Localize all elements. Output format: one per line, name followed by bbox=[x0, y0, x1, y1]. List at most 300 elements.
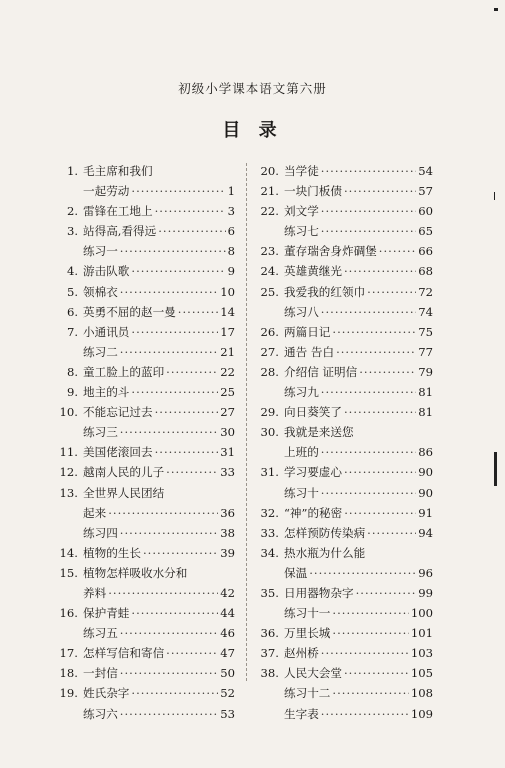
toc-entry bbox=[57, 302, 235, 322]
entry-line bbox=[284, 402, 433, 422]
entry-title: 通告 告白 bbox=[284, 344, 335, 359]
entry-line bbox=[83, 483, 235, 503]
entry-line bbox=[284, 683, 433, 703]
toc-entry bbox=[258, 483, 433, 503]
entry-title: 上班的 bbox=[284, 445, 319, 460]
entry-page-number: 53 bbox=[220, 706, 235, 721]
toc-entry bbox=[57, 422, 235, 442]
dot-leader bbox=[309, 563, 416, 583]
entry-title: 植物的生长 bbox=[83, 545, 141, 560]
dot-leader bbox=[143, 543, 218, 563]
entry-page-number: 30 bbox=[220, 425, 235, 440]
entry-line bbox=[83, 683, 235, 703]
entry-number: 36. bbox=[260, 626, 279, 641]
entry-line bbox=[284, 302, 433, 322]
entry-title: 英勇不屈的赵一曼 bbox=[83, 304, 176, 319]
entry-number: 18. bbox=[59, 666, 78, 681]
entry-line bbox=[83, 643, 235, 663]
toc-entry bbox=[258, 241, 433, 261]
toc-entry bbox=[57, 523, 235, 543]
dot-leader bbox=[321, 704, 409, 724]
entry-title: 练习七 bbox=[284, 224, 319, 239]
entry-number: 5. bbox=[66, 284, 78, 299]
entry-number: 28. bbox=[260, 364, 279, 379]
entry-number: 16. bbox=[59, 606, 78, 621]
toc-entry bbox=[258, 583, 433, 603]
dot-leader bbox=[344, 402, 416, 422]
entry-number: 37. bbox=[260, 646, 279, 661]
entry-line bbox=[83, 462, 235, 482]
entry-title: 全世界人民团结 bbox=[83, 485, 165, 500]
toc-entry bbox=[57, 462, 235, 482]
entry-line bbox=[83, 342, 235, 362]
dot-leader bbox=[120, 523, 218, 543]
entry-title: 练习三 bbox=[83, 425, 118, 440]
entry-line bbox=[83, 543, 235, 563]
entry-page-number: 86 bbox=[418, 445, 433, 460]
entry-line bbox=[83, 261, 235, 281]
entry-number: 1. bbox=[66, 164, 78, 178]
dot-leader bbox=[321, 382, 416, 402]
entry-page-number: 103 bbox=[410, 646, 433, 661]
entry-title: 练习九 bbox=[284, 385, 319, 400]
entry-number: 8. bbox=[66, 364, 78, 379]
entry-title: 人民大会堂 bbox=[284, 666, 342, 681]
toc-entry bbox=[57, 663, 235, 683]
entry-line bbox=[83, 362, 235, 382]
entry-line bbox=[83, 704, 235, 724]
entry-page-number: 1 bbox=[227, 184, 235, 199]
entry-page-number: 94 bbox=[418, 525, 433, 540]
dot-leader bbox=[344, 663, 409, 683]
entry-page-number: 74 bbox=[418, 304, 433, 319]
entry-line bbox=[284, 603, 433, 623]
entry-line bbox=[284, 201, 433, 221]
entry-page-number: 39 bbox=[220, 545, 235, 560]
dot-leader bbox=[332, 322, 416, 342]
entry-page-number: 90 bbox=[418, 465, 433, 480]
dot-leader bbox=[321, 161, 416, 181]
dot-leader bbox=[155, 201, 226, 221]
entry-line bbox=[83, 282, 235, 302]
entry-page-number: 42 bbox=[220, 585, 235, 600]
entry-title: 练习十一 bbox=[284, 606, 331, 621]
entry-title: 学习要虚心 bbox=[284, 465, 342, 480]
toc-entry bbox=[258, 261, 433, 281]
entry-title: 练习五 bbox=[83, 626, 118, 641]
entry-number: 25. bbox=[260, 284, 279, 299]
dot-leader bbox=[131, 603, 218, 623]
entry-line bbox=[284, 422, 433, 442]
entry-line bbox=[83, 241, 235, 261]
entry-number: 13. bbox=[59, 485, 78, 500]
entry-page-number: 65 bbox=[418, 224, 433, 239]
toc-entry bbox=[258, 181, 433, 201]
entry-title: 姓氏杂字 bbox=[83, 686, 130, 701]
dot-leader bbox=[120, 422, 218, 442]
entry-title: 热水瓶为什么能 bbox=[284, 545, 366, 560]
entry-page-number: 36 bbox=[220, 505, 235, 520]
entry-title: 介绍信 证明信 bbox=[284, 364, 358, 379]
dot-leader bbox=[344, 462, 416, 482]
entry-line bbox=[83, 603, 235, 623]
entry-page-number: 81 bbox=[418, 405, 433, 420]
toc-entry bbox=[57, 181, 235, 201]
toc-entry bbox=[258, 422, 433, 442]
entry-page-number: 72 bbox=[418, 284, 433, 299]
dot-leader bbox=[344, 503, 416, 523]
entry-line bbox=[83, 201, 235, 221]
entry-page-number: 25 bbox=[220, 385, 235, 400]
entry-page-number: 90 bbox=[418, 485, 433, 500]
dot-leader bbox=[321, 221, 416, 241]
entry-title: 董存瑞舍身炸碉堡 bbox=[284, 244, 377, 259]
toc-entry bbox=[258, 563, 433, 583]
entry-title: 保温 bbox=[284, 565, 308, 580]
column-divider bbox=[246, 163, 248, 681]
entry-number: 38. bbox=[260, 666, 279, 681]
entry-line bbox=[83, 422, 235, 442]
entry-title: 小通讯员 bbox=[83, 324, 130, 339]
entry-title: 地主的斗 bbox=[83, 385, 130, 400]
dot-leader bbox=[131, 683, 218, 703]
entry-number: 14. bbox=[59, 545, 78, 560]
entry-title: 练习一 bbox=[83, 244, 118, 259]
book-title: 初级小学课本语文第六册 bbox=[178, 81, 327, 96]
entry-line bbox=[284, 643, 433, 663]
entry-line bbox=[284, 342, 433, 362]
entry-number: 4. bbox=[66, 264, 78, 279]
entry-page-number: 99 bbox=[418, 585, 433, 600]
entry-line bbox=[284, 563, 433, 583]
entry-title: 越南人民的儿子 bbox=[83, 465, 165, 480]
toc-entry bbox=[57, 603, 235, 623]
entry-number: 22. bbox=[260, 204, 279, 219]
entry-line bbox=[284, 241, 433, 261]
entry-line bbox=[83, 402, 235, 422]
entry-title: 不能忘记过去 bbox=[83, 405, 153, 420]
entry-line bbox=[284, 161, 433, 181]
entry-line bbox=[83, 663, 235, 683]
entry-page-number: 8 bbox=[227, 244, 235, 259]
entry-title: 练习二 bbox=[83, 344, 118, 359]
entry-number: 6. bbox=[66, 304, 78, 319]
dot-leader bbox=[120, 282, 218, 302]
entry-page-number: 77 bbox=[418, 344, 433, 359]
entry-title: 怎样写信和寄信 bbox=[83, 646, 165, 661]
entry-line bbox=[284, 282, 433, 302]
toc-entry bbox=[258, 543, 433, 563]
entry-line bbox=[83, 382, 235, 402]
entry-title: 刘文学 bbox=[284, 204, 319, 219]
dot-leader bbox=[178, 302, 218, 322]
dot-leader bbox=[321, 302, 416, 322]
entry-title: 怎样预防传染病 bbox=[284, 525, 366, 540]
entry-title: 雷锋在工地上 bbox=[83, 204, 153, 219]
entry-page-number: 79 bbox=[418, 364, 433, 379]
dot-leader bbox=[367, 282, 416, 302]
entry-page-number: 100 bbox=[410, 606, 433, 621]
dot-leader bbox=[158, 221, 225, 241]
entry-page-number: 52 bbox=[220, 686, 235, 701]
entry-page-number: 75 bbox=[418, 324, 433, 339]
entry-title: 起来 bbox=[83, 505, 107, 520]
toc-entry bbox=[258, 503, 433, 523]
entry-number: 20. bbox=[260, 164, 279, 178]
dot-leader bbox=[166, 462, 218, 482]
toc-entry bbox=[57, 563, 235, 583]
dot-leader bbox=[131, 382, 218, 402]
entry-number: 23. bbox=[260, 244, 279, 259]
toc-entry bbox=[57, 261, 235, 281]
toc-entry bbox=[57, 282, 235, 302]
entry-line bbox=[284, 442, 433, 462]
toc-entry bbox=[258, 342, 433, 362]
dot-leader bbox=[332, 623, 408, 643]
toc-entry bbox=[258, 201, 433, 221]
entry-line bbox=[284, 362, 433, 382]
toc-entry bbox=[57, 362, 235, 382]
dot-leader bbox=[336, 342, 416, 362]
toc-entry bbox=[57, 442, 235, 462]
entry-title: 练习六 bbox=[83, 706, 118, 721]
entry-title: 一封信 bbox=[83, 666, 118, 681]
entry-page-number: 60 bbox=[418, 204, 433, 219]
toc-left-column bbox=[57, 161, 235, 724]
toc-entry bbox=[258, 221, 433, 241]
entry-line bbox=[284, 543, 433, 563]
entry-number: 7. bbox=[66, 324, 78, 339]
scan-edge-mark bbox=[494, 452, 497, 486]
entry-page-number: 66 bbox=[418, 244, 433, 259]
entry-page-number: 68 bbox=[418, 264, 433, 279]
entry-title: 毛主席和我们 bbox=[83, 164, 153, 178]
toc-entry bbox=[258, 462, 433, 482]
entry-title: 日用器物杂字 bbox=[284, 585, 354, 600]
dot-leader bbox=[120, 342, 218, 362]
toc-entry bbox=[57, 161, 235, 181]
entry-number: 27. bbox=[260, 344, 279, 359]
toc-entry bbox=[258, 322, 433, 342]
entry-line bbox=[284, 503, 433, 523]
toc-entry bbox=[258, 282, 433, 302]
entry-number: 19. bbox=[59, 686, 78, 701]
dot-leader bbox=[321, 201, 416, 221]
toc-right-column bbox=[258, 161, 433, 724]
toc-entry bbox=[258, 402, 433, 422]
toc-entry bbox=[57, 683, 235, 703]
toc-entry bbox=[258, 523, 433, 543]
entry-page-number: 21 bbox=[220, 344, 235, 359]
entry-line bbox=[83, 302, 235, 322]
dot-leader bbox=[131, 322, 218, 342]
toc-entry bbox=[57, 583, 235, 603]
toc-entry bbox=[258, 382, 433, 402]
entry-page-number: 105 bbox=[410, 666, 433, 681]
entry-page-number: 14 bbox=[220, 304, 235, 319]
entry-title: 站得高,看得远 bbox=[83, 224, 157, 239]
entry-title: 练习四 bbox=[83, 525, 118, 540]
entry-line bbox=[284, 181, 433, 201]
toc-entry bbox=[57, 342, 235, 362]
toc-entry bbox=[258, 362, 433, 382]
toc-entry bbox=[258, 643, 433, 663]
entry-page-number: 101 bbox=[410, 626, 433, 641]
entry-number: 12. bbox=[59, 465, 78, 480]
entry-line bbox=[83, 181, 235, 201]
toc-entry bbox=[57, 483, 235, 503]
entry-page-number: 46 bbox=[220, 626, 235, 641]
dot-leader bbox=[120, 241, 226, 261]
entry-page-number: 96 bbox=[418, 565, 433, 580]
entry-page-number: 9 bbox=[227, 264, 235, 279]
toc-entry bbox=[57, 221, 235, 241]
entry-page-number: 17 bbox=[220, 324, 235, 339]
toc-entry bbox=[258, 603, 433, 623]
entry-title: 万里长城 bbox=[284, 626, 331, 641]
entry-page-number: 47 bbox=[220, 646, 235, 661]
entry-title: “神”的秘密 bbox=[284, 505, 343, 520]
entry-number: 33. bbox=[260, 525, 279, 540]
toc-entry bbox=[57, 704, 235, 724]
entry-number: 2. bbox=[66, 204, 78, 219]
toc-entry bbox=[258, 683, 433, 703]
entry-line bbox=[284, 623, 433, 643]
entry-title: 练习八 bbox=[284, 304, 319, 319]
entry-page-number: 6 bbox=[227, 224, 235, 239]
entry-page-number: 10 bbox=[220, 284, 235, 299]
dot-leader bbox=[332, 683, 408, 703]
toc-entry bbox=[57, 643, 235, 663]
entry-number: 26. bbox=[260, 324, 279, 339]
entry-title: 一起劳动 bbox=[83, 184, 130, 199]
dot-leader bbox=[166, 362, 218, 382]
entry-number: 35. bbox=[260, 585, 279, 600]
entry-title: 游击队歌 bbox=[83, 264, 130, 279]
entry-line bbox=[284, 704, 433, 724]
toc-entry bbox=[258, 623, 433, 643]
toc-entry bbox=[57, 623, 235, 643]
entry-title: 一块门板债 bbox=[284, 184, 342, 199]
entry-title: 英雄黄继光 bbox=[284, 264, 342, 279]
entry-number: 30. bbox=[260, 425, 279, 440]
toc-entry bbox=[258, 663, 433, 683]
entry-title: 保护青蛙 bbox=[83, 606, 130, 621]
toc-entry bbox=[57, 201, 235, 221]
entry-title: 我就是来送您 bbox=[284, 425, 354, 440]
toc-entry bbox=[57, 402, 235, 422]
dot-leader bbox=[120, 663, 218, 683]
toc-entry bbox=[57, 382, 235, 402]
entry-line bbox=[284, 523, 433, 543]
dot-leader bbox=[108, 583, 218, 603]
entry-line bbox=[83, 523, 235, 543]
entry-line bbox=[83, 442, 235, 462]
dot-leader bbox=[344, 181, 416, 201]
toc-entry bbox=[258, 442, 433, 462]
entry-page-number: 31 bbox=[220, 445, 235, 460]
entry-page-number: 3 bbox=[227, 204, 235, 219]
entry-page-number: 91 bbox=[418, 505, 433, 520]
dot-leader bbox=[359, 362, 416, 382]
entry-line bbox=[284, 261, 433, 281]
entry-title: 我爱我的红领巾 bbox=[284, 284, 366, 299]
entry-number: 32. bbox=[260, 505, 279, 520]
entry-line bbox=[83, 322, 235, 342]
entry-title: 赵州桥 bbox=[284, 646, 319, 661]
dot-leader bbox=[108, 503, 218, 523]
entry-page-number: 38 bbox=[220, 525, 235, 540]
dot-leader bbox=[367, 523, 416, 543]
entry-title: 练习十 bbox=[284, 485, 319, 500]
dot-leader bbox=[155, 402, 219, 422]
dot-leader bbox=[155, 442, 219, 462]
toc-entry bbox=[57, 322, 235, 342]
entry-number: 9. bbox=[66, 385, 78, 400]
entry-number: 24. bbox=[260, 264, 279, 279]
entry-line bbox=[83, 221, 235, 241]
entry-line bbox=[284, 462, 433, 482]
entry-line bbox=[83, 583, 235, 603]
toc-entry bbox=[57, 241, 235, 261]
entry-page-number: 108 bbox=[410, 686, 433, 701]
scan-corner-mark bbox=[494, 8, 498, 11]
dot-leader bbox=[120, 623, 218, 643]
entry-line bbox=[284, 583, 433, 603]
entry-number: 31. bbox=[260, 465, 279, 480]
dot-leader bbox=[321, 643, 409, 663]
entry-number: 10. bbox=[59, 405, 78, 420]
entry-title: 植物怎样吸收水分和 bbox=[83, 565, 188, 580]
entry-title: 童工脸上的蓝印 bbox=[83, 364, 165, 379]
entry-title: 练习十二 bbox=[284, 686, 331, 701]
scan-edge-tick bbox=[494, 192, 495, 200]
dot-leader bbox=[321, 442, 416, 462]
entry-number: 11. bbox=[59, 445, 78, 460]
entry-line bbox=[83, 623, 235, 643]
entry-title: 美国佬滚回去 bbox=[83, 445, 153, 460]
entry-line bbox=[284, 483, 433, 503]
entry-line bbox=[284, 382, 433, 402]
entry-page-number: 27 bbox=[220, 405, 235, 420]
entry-line bbox=[284, 663, 433, 683]
toc-entry bbox=[258, 302, 433, 322]
dot-leader bbox=[344, 261, 416, 281]
dot-leader bbox=[356, 583, 417, 603]
toc-entry bbox=[258, 704, 433, 724]
entry-title: 生字表 bbox=[284, 706, 319, 721]
dot-leader bbox=[131, 181, 225, 201]
entry-title: 领棉衣 bbox=[83, 284, 118, 299]
dot-leader bbox=[120, 704, 218, 724]
toc-entry bbox=[57, 543, 235, 563]
entry-page-number: 81 bbox=[418, 385, 433, 400]
toc-heading: 目 录 bbox=[222, 120, 283, 141]
entry-line bbox=[83, 161, 235, 181]
dot-leader bbox=[166, 643, 218, 663]
entry-page-number: 109 bbox=[410, 706, 433, 721]
entry-page-number: 57 bbox=[418, 184, 433, 199]
entry-page-number: 33 bbox=[220, 465, 235, 480]
entry-number: 29. bbox=[260, 405, 279, 420]
entry-number: 3. bbox=[66, 224, 78, 239]
entry-number: 21. bbox=[260, 184, 279, 199]
dot-leader bbox=[379, 241, 416, 261]
entry-line bbox=[284, 221, 433, 241]
entry-number: 15. bbox=[59, 565, 78, 580]
dot-leader bbox=[131, 261, 225, 281]
dot-leader bbox=[332, 603, 408, 623]
